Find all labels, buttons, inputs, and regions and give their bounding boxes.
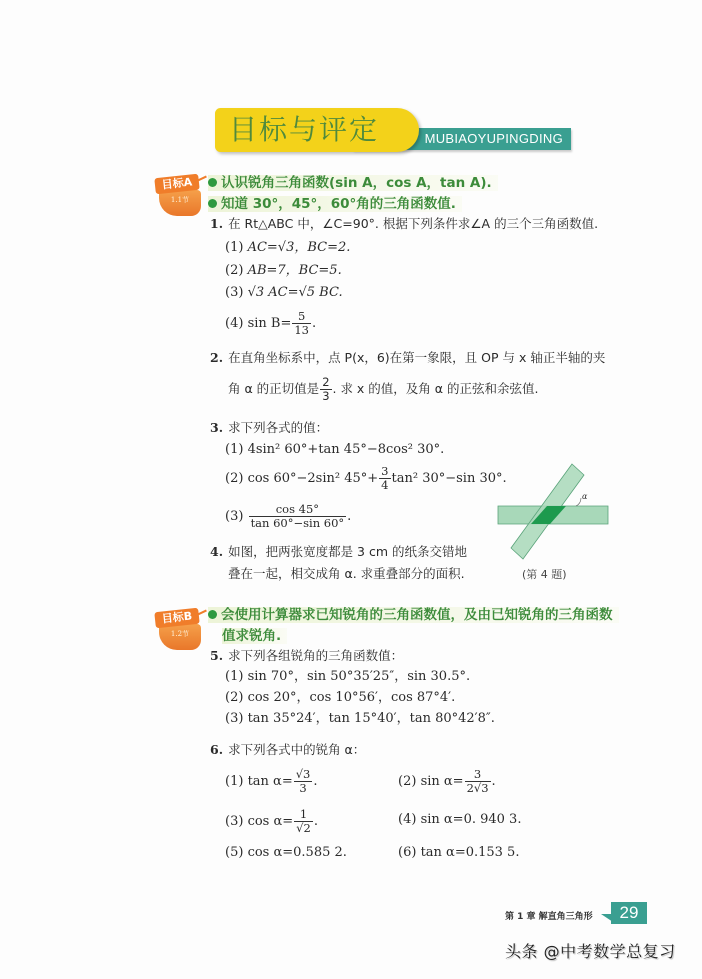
problem-6-part-6: (6) tan α=0.153 5. xyxy=(398,845,520,860)
problem-4-line-1: 4. 如图，把两张宽度都是 3 cm 的纸条交错地 xyxy=(210,544,467,559)
problem-6-part-1: (1) tan α= $\frac{√3}{3}$ . xyxy=(225,767,318,795)
svg-text:α: α xyxy=(582,492,588,501)
problem-3-part-2: (2) cos 60°−2sin² 45°+ $\frac{3}{4}$ tan² 30°−sin 30°. xyxy=(225,464,507,492)
banner-title: 目标与评定 xyxy=(229,113,380,146)
target-a-goal-1: 认识锐角三角函数(sin A，cos A，tan A). xyxy=(208,172,498,194)
problem-6-part-5: (5) cos α=0.585 2. xyxy=(225,845,347,860)
bullet-icon xyxy=(208,178,217,187)
target-b-label: 目标B xyxy=(154,608,199,629)
problem-1-part-4: (4) sin B= $\frac{5}{13}$ . xyxy=(225,309,317,337)
problem-3-part-3: (3) $\frac{\cos 45^\circ}{\tan 60^\circ-\sin 60^\circ}$ . xyxy=(225,502,352,530)
problem-1-stem: 1. 在 Rt△ABC 中，∠C=90°. 根据下列条件求∠A 的三个三角函数值. xyxy=(210,216,599,231)
problem-5-part-1: (1) sin 70°，sin 50°35′25″，sin 30.5°. xyxy=(225,669,471,684)
problem-2-line-2: 角 α 的正切值是 $\frac{2}{3}$ . 求 x 的值，及角 α 的正弦和余弦值. xyxy=(228,375,539,403)
problem-6-part-4: (4) sin α=0. 940 3. xyxy=(398,812,522,827)
problem-1-part-1: (1) AC=√3，BC=2. xyxy=(225,240,351,255)
problem-6-part-2: (2) sin α= $\frac{3}{2√3}$ . xyxy=(398,767,496,795)
problem-1-part-3: (3) √3 AC=√5 BC. xyxy=(225,285,343,300)
target-b-section: 1.2节 xyxy=(159,624,201,650)
problem-6-stem: 6. 求下列各式中的锐角 α： xyxy=(210,742,366,757)
target-a-goal-2: 知道 30°，45°，60°角的三角函数值. xyxy=(208,193,462,215)
figure-caption: (第 4 题) xyxy=(522,568,567,581)
problem-1-part-2: (2) AB=7，BC=5. xyxy=(225,263,342,278)
target-b-goal-line-2: 值求锐角. xyxy=(222,625,287,647)
target-b-goal-line-1: 会使用计算器求已知锐角的三角函数值，及由已知锐角的三角函数 xyxy=(208,604,619,626)
watermark: 头条 @中考数学总复习 xyxy=(505,942,676,961)
section-banner xyxy=(213,100,583,156)
target-a-section: 1.1节 xyxy=(159,190,201,216)
problem-4-line-2: 叠在一起，相交成角 α. 求重叠部分的面积. xyxy=(228,566,465,581)
target-b-badge xyxy=(155,606,207,650)
problem-5-part-2: (2) cos 20°，cos 10°56′，cos 87°4′. xyxy=(225,690,456,705)
banner-subtitle: MUBIAOYUPINGDING xyxy=(424,131,563,146)
bullet-icon xyxy=(208,610,217,619)
problem-5-stem: 5. 求下列各组锐角的三角函数值： xyxy=(210,648,404,663)
problem-3-part-1: (1) 4sin² 60°+tan 45°−8cos² 30°. xyxy=(225,442,445,457)
problem-2-line-1: 2. 在直角坐标系中，点 P(x，6)在第一象限，且 OP 与 x 轴正半轴的夹 xyxy=(210,350,606,365)
overlapping-strips-figure xyxy=(496,462,616,562)
target-a-badge xyxy=(155,172,207,216)
problem-6-part-3: (3) cos α= $\frac{1}{√2}$ . xyxy=(225,807,318,835)
page-number: 29 xyxy=(611,902,647,924)
problem-3-stem: 3. 求下列各式的值： xyxy=(210,420,329,435)
problem-5-part-3: (3) tan 35°24′，tan 15°40′，tan 80°42′8″. xyxy=(225,711,495,726)
chapter-label: 第 1 章 解直角三角形 xyxy=(505,912,593,922)
target-a-label: 目标A xyxy=(154,174,199,195)
bullet-icon xyxy=(208,199,217,208)
banner-yellow-tab xyxy=(215,108,419,152)
